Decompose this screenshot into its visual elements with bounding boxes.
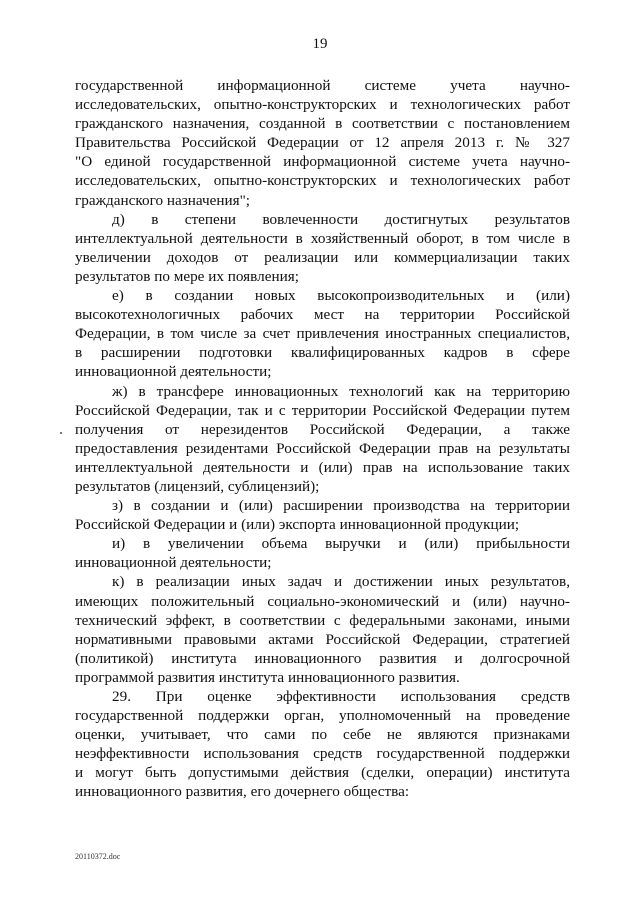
- text-line: результатов (лицензий, сублицензий);: [75, 477, 320, 495]
- text-line: инновационного развития, его дочернего общества:: [75, 783, 410, 801]
- document-body: [75, 76, 570, 802]
- text-line: з) в создании и (или) расширении производства на территории: [112, 497, 570, 515]
- text-line: гражданского назначения";: [75, 191, 251, 209]
- text-line: имеющих положительный социально-экономический и (или) научно-: [75, 592, 570, 610]
- text-line: технический эффект, в соответствии с федеральными законами, иными: [75, 611, 570, 629]
- text-line: гражданского назначения, созданной в соответствии с постановлением: [75, 115, 570, 133]
- text-line: к) в реализации иных задач и достижении иных результатов,: [112, 573, 570, 591]
- text-line: увеличении доходов от реализации или коммерциализации таких: [75, 248, 570, 266]
- text-line: 29. При оценке эффективности использования средств: [112, 688, 570, 705]
- text-line: (политикой) института инновационного развития и долгосрочной: [75, 649, 570, 667]
- text-line: и) в увеличении объема выручки и (или) прибыльности: [112, 535, 570, 553]
- text-line: неэффективности использования средств государственной поддержки: [75, 745, 570, 763]
- text-line: Российской Федерации, так и с территории Российской Федерации путем: [75, 401, 570, 419]
- text-line: в расширении подготовки квалифицированных кадров в сфере: [75, 344, 570, 362]
- text-line: исследовательских, опытно-конструкторских и технологических работ: [75, 96, 570, 114]
- text-line: Федерации, в том числе за счет привлечения иностранных специалистов,: [75, 325, 570, 343]
- text-line: Российской Федерации и (или) экспорта инновационной продукции;: [75, 516, 520, 534]
- text-line: результатов по мере их появления;: [75, 267, 299, 285]
- text-line: исследовательских, опытно-конструкторских и технологических работ: [75, 172, 570, 190]
- text-line: и могут быть допустимыми действия (сделки, операции) института: [75, 764, 570, 782]
- text-line: высокотехнологичных рабочих мест на территории Российской: [75, 306, 570, 324]
- text-line: е) в создании новых высокопроизводительных и (или): [112, 287, 570, 305]
- text-line: д) в степени вовлеченности достигнутых результатов: [112, 210, 570, 228]
- text-line: инновационной деятельности;: [75, 363, 272, 381]
- text-line: предоставления резидентами Российской Федерации прав на результаты: [75, 439, 570, 457]
- footer-filename: 20110372.doc: [75, 852, 121, 861]
- text-line: государственной поддержки орган, уполномоченный на проведение: [75, 707, 570, 725]
- text-line: программой развития института инновационного развития.: [75, 668, 460, 686]
- text-line: интеллектуальной деятельности в хозяйственный оборот, в том числе в: [75, 229, 570, 247]
- text-line: интеллектуальной деятельности и (или) прав на использование таких: [75, 458, 570, 476]
- text-line: государственной информационной системе учета научно-: [75, 77, 570, 94]
- text-line: оценки, учитывает, что сами по себе не являются признаками: [75, 726, 570, 744]
- text-line: Правительства Российской Федерации от 12 апреля 2013 г. № 327: [75, 134, 570, 152]
- text-line: нормативными правовыми актами Российской Федерации, стратегией: [75, 630, 570, 648]
- text-line: получения от нерезидентов Российской Федерации, а также: [75, 420, 570, 438]
- margin-mark: [60, 432, 62, 434]
- text-line: ж) в трансфере инновационных технологий как на территорию: [112, 382, 570, 400]
- text-line: инновационной деятельности;: [75, 554, 272, 572]
- page-number: 19: [312, 36, 328, 52]
- text-line: "О единой государственной информационной системе учета научно-: [75, 153, 570, 171]
